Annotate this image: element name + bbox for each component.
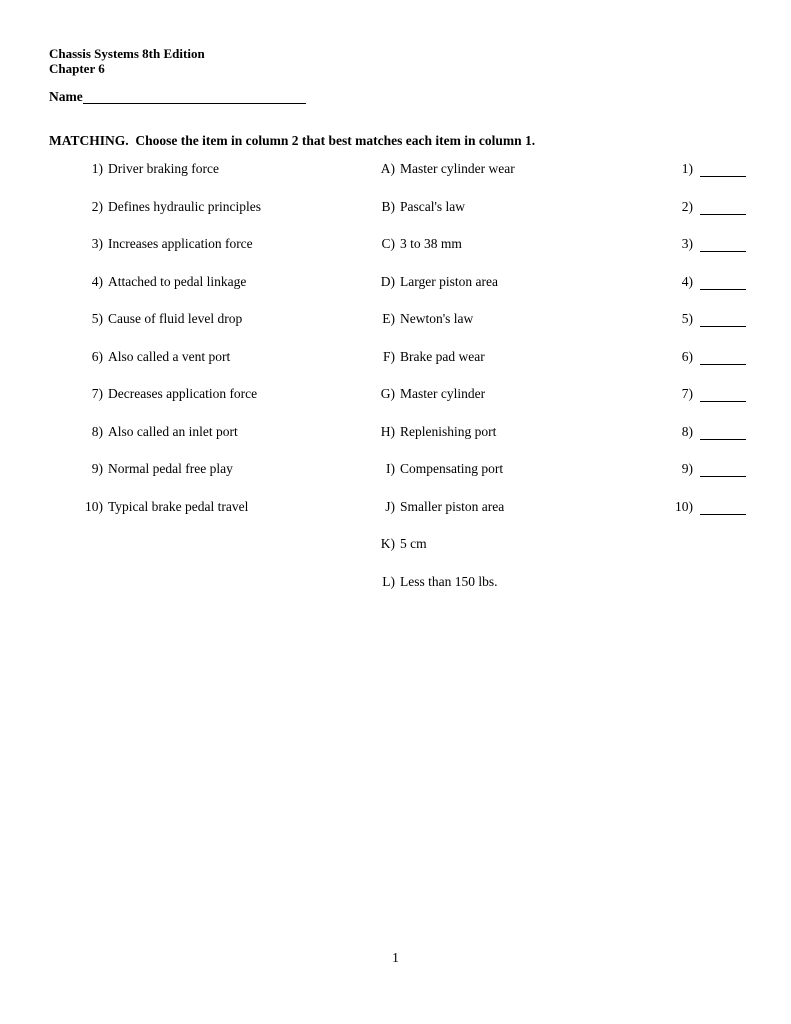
matching-row [49,499,759,537]
column2-letter: I) [386,461,395,477]
header-chapter: Chapter 6 [49,60,105,76]
column1-item [49,499,379,515]
column1-item [49,161,379,177]
answer-blank-line [700,499,746,515]
column1-text: Cause of fluid level drop [108,311,243,327]
column2-item [379,236,649,252]
header-title: Chassis Systems 8th Edition [49,46,205,61]
column2-item [379,349,649,365]
column2-text: Compensating port [400,461,504,477]
column2-item [379,199,649,215]
column1-item [49,274,379,290]
column2-letter: A) [380,161,395,176]
column1-item [49,311,379,327]
answer-slot [649,236,746,252]
column2-letter: G) [380,386,395,402]
column1-text: Also called a vent port [108,348,231,364]
column2-item [379,461,649,477]
column1-text: Decreases application force [108,386,258,402]
matching-row [49,349,759,387]
answer-number: 9) [681,461,693,477]
column1-number: 1) [91,161,103,176]
matching-row [49,161,759,199]
column1-item [49,386,379,402]
column1-number: 6) [91,348,103,364]
matching-row [49,274,759,312]
column1-item [49,236,379,252]
column2-letter: J) [385,498,395,514]
answer-number: 8) [681,423,693,439]
matching-row [49,424,759,462]
matching-row [49,536,759,574]
column1-number: 2) [91,198,103,214]
column2-text: Less than 150 lbs. [400,574,498,590]
answer-slot [649,311,746,327]
column1-text: Typical brake pedal travel [108,498,249,514]
page-number: 1 [392,950,399,965]
column2-text: 5 cm [400,536,427,552]
column1-number: 9) [91,461,103,477]
matching-row [49,386,759,424]
column2-text: 3 to 38 mm [400,236,462,252]
answer-blank-line [700,236,746,252]
answer-number: 4) [681,273,693,289]
column2-item [379,311,649,327]
answer-slot [649,349,746,365]
answer-slot [649,161,746,177]
matching-row [49,236,759,274]
column1-number: 5) [91,311,103,327]
column2-text: Brake pad wear [400,348,485,364]
column2-letter: B) [381,198,395,214]
column2-item [379,424,649,440]
matching-row [49,574,759,612]
answer-slot [649,499,746,515]
column2-letter: K) [380,536,395,552]
answer-blank-line [700,199,746,215]
matching-row [49,311,759,349]
column1-number: 4) [91,273,103,289]
column1-number: 8) [91,423,103,439]
column2-item [379,574,649,590]
column2-text: Newton's law [400,311,474,327]
column1-text: Attached to pedal linkage [108,273,247,289]
answer-number: 1) [681,161,693,176]
column2-letter: D) [380,273,395,289]
answer-slot [649,424,746,440]
column1-text: Increases application force [108,236,253,252]
matching-table [49,161,759,612]
column1-item [49,424,379,440]
answer-number: 5) [681,311,693,327]
column1-item [49,349,379,365]
name-label: Name [49,89,83,104]
answer-blank-line [700,311,746,327]
matching-instructions: MATCHING. Choose the item in column 2 that best matches each item in column 1. [49,133,536,148]
answer-slot [649,461,746,477]
column2-text: Smaller piston area [400,498,505,514]
answer-blank-line [700,461,746,477]
column1-item [49,199,379,215]
column1-text: Driver braking force [108,161,219,176]
answer-blank-line [700,161,746,177]
column2-item [379,499,649,515]
document-header [49,47,205,76]
column1-number: 10) [85,498,103,514]
column2-letter: L) [382,574,395,590]
column2-letter: F) [382,348,395,364]
answer-slot [649,386,746,402]
column2-letter: E) [382,311,395,327]
column1-text: Defines hydraulic principles [108,198,261,214]
column2-text: Master cylinder [400,386,486,402]
answer-number: 6) [681,348,693,364]
answer-blank-line [700,349,746,365]
column1-item [49,461,379,477]
column2-text: Pascal's law [400,198,466,214]
column2-item [379,161,649,177]
column1-text: Normal pedal free play [108,461,233,477]
matching-row [49,461,759,499]
column2-letter: H) [380,423,395,439]
column2-letter: C) [381,236,395,252]
column2-item [379,386,649,402]
answer-number: 10) [675,498,693,514]
column1-text: Also called an inlet port [108,423,238,439]
column2-text: Replenishing port [400,423,497,439]
answer-slot [649,199,746,215]
answer-blank-line [700,274,746,290]
answer-blank-line [700,386,746,402]
answer-slot [649,274,746,290]
answer-number: 2) [681,198,693,214]
answer-number: 7) [681,386,693,402]
column1-number: 3) [91,236,103,252]
name-blank-line [83,89,306,104]
matching-row [49,199,759,237]
column2-item [379,536,649,552]
column2-text: Master cylinder wear [400,161,515,176]
answer-blank-line [700,424,746,440]
column2-text: Larger piston area [400,273,498,289]
answer-number: 3) [681,236,693,252]
column1-number: 7) [91,386,103,402]
name-row [49,89,306,104]
column2-item [379,274,649,290]
